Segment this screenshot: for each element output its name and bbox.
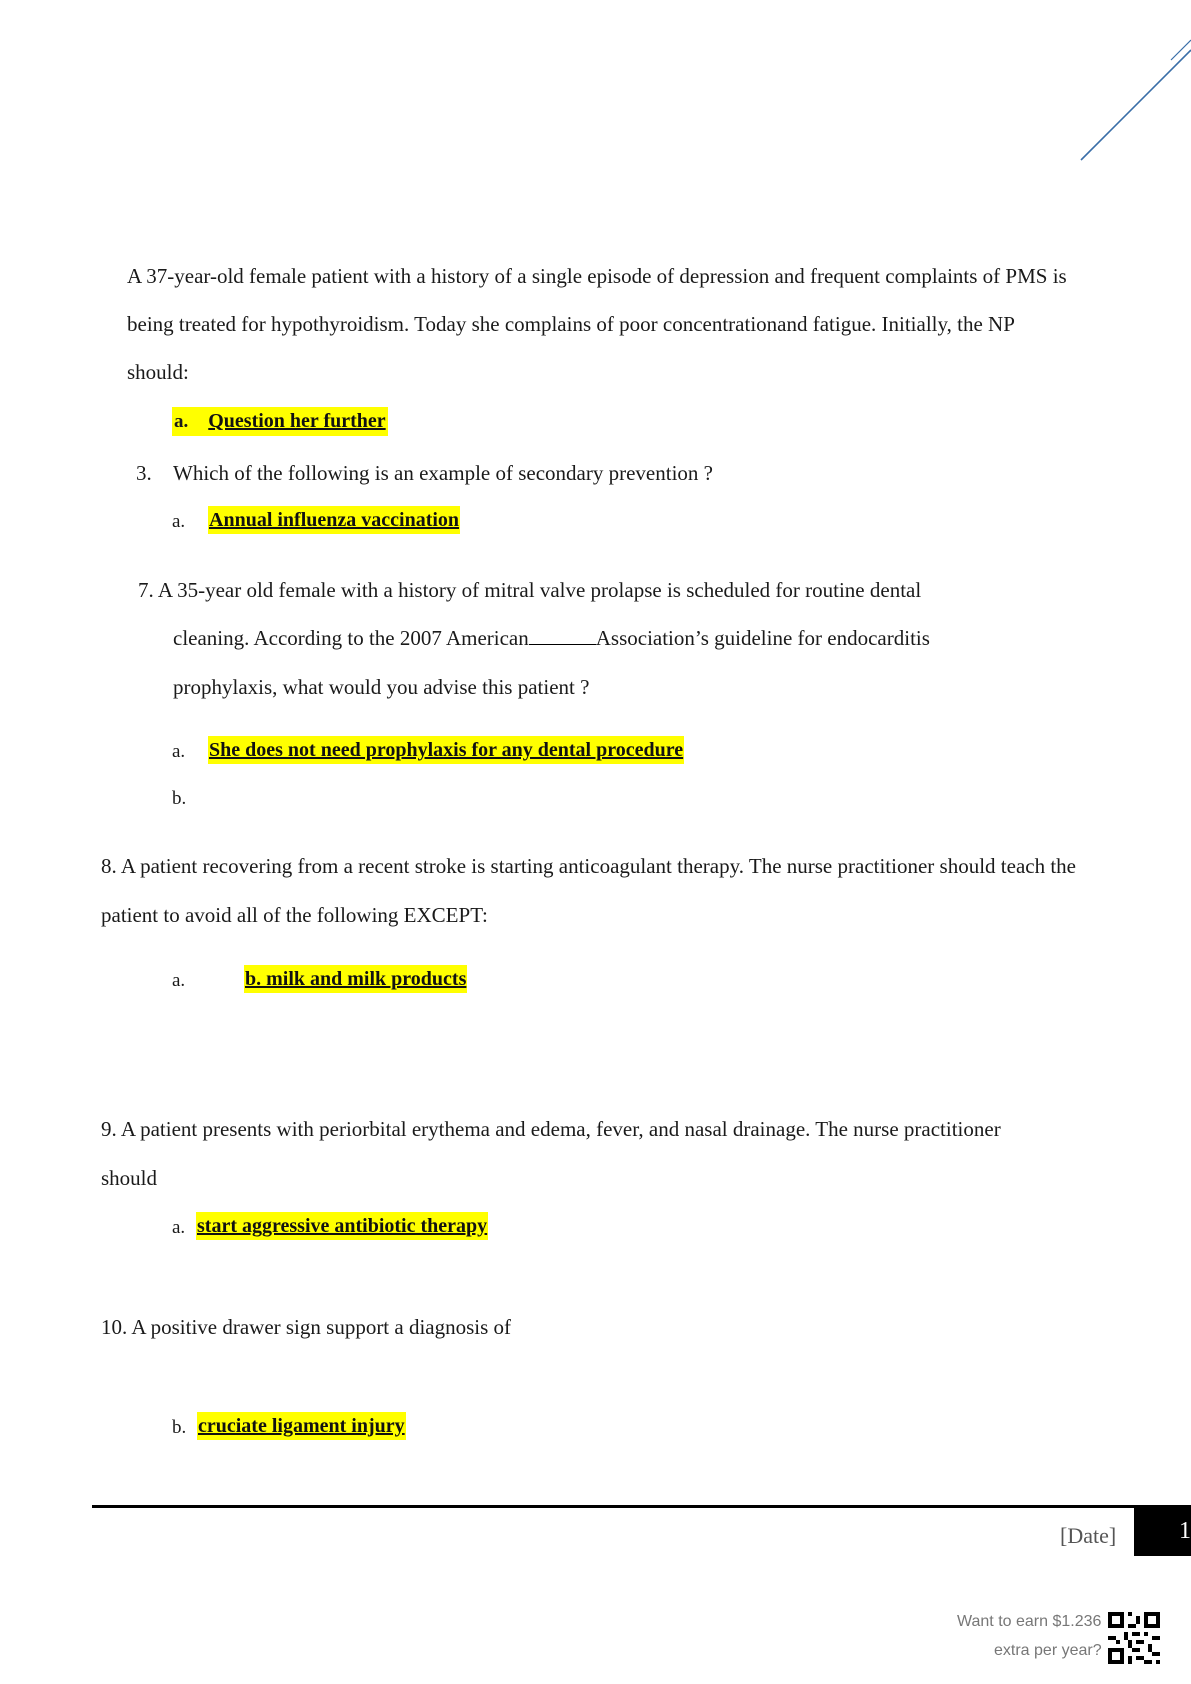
q3-text: Which of the following is an example of secondary prevention ? xyxy=(173,461,713,485)
q8-line2: patient to avoid all of the following EXCEPT: xyxy=(101,903,488,927)
q3-number: 3. xyxy=(136,461,152,485)
q8-line1: 8. A patient recovering from a recent stroke is starting anticoagulant therapy. The nurse practitioner should teach the xyxy=(101,854,1077,878)
q10-answer: cruciate ligament injury xyxy=(197,1412,406,1440)
q7-next-marker: b. xyxy=(172,788,187,809)
footer-date: [Date] xyxy=(1060,1523,1117,1548)
page-number xyxy=(1134,1507,1191,1556)
q7-line1: 7. A 35-year old female with a history of mitral valve prolapse is scheduled for routine dental xyxy=(138,578,922,602)
intro-answer xyxy=(172,407,388,436)
promo-line2[interactable]: extra per year? xyxy=(994,1642,1102,1659)
q10-answer-marker: b. xyxy=(172,1417,187,1438)
q3-answer-marker: a. xyxy=(172,511,186,532)
page-number-text: 1 xyxy=(1179,1518,1191,1544)
footer-rule xyxy=(92,1505,1191,1508)
promo-line1[interactable]: Want to earn $1.236 xyxy=(957,1613,1102,1630)
q9-line2: should xyxy=(101,1166,158,1190)
q7-answer: She does not need prophylaxis for any dental procedure xyxy=(208,736,684,764)
q7-answer-marker: a. xyxy=(172,741,186,762)
question-intro-line3: should: xyxy=(127,360,189,384)
q7-line2-post: Association’s guideline for endocarditis xyxy=(595,626,930,650)
q10-line1: 10. A positive drawer sign support a diagnosis of xyxy=(101,1315,512,1339)
q7-line2-pre: cleaning. According to the 2007 American xyxy=(173,626,529,650)
q7-line2 xyxy=(173,624,930,652)
q8-answer: b. milk and milk products xyxy=(244,965,467,993)
corner-decoration xyxy=(1071,0,1191,170)
intro-answer-text: Question her further xyxy=(208,410,386,432)
q9-answer-marker: a. xyxy=(172,1217,186,1238)
qr-code-icon[interactable] xyxy=(1108,1612,1160,1664)
question-intro-line1: A 37-year-old female patient with a history of a single episode of depression and frequent complaints of PMS is xyxy=(127,264,1067,288)
intro-answer-marker: a. xyxy=(174,411,189,432)
question-intro-line2: being treated for hypothyroidism. Today she complains of poor concentrationand fatigue. Initially, the NP xyxy=(127,312,1015,336)
q7-line3: prophylaxis, what would you advise this patient ? xyxy=(173,675,590,699)
q9-answer: start aggressive antibiotic therapy xyxy=(196,1212,488,1240)
q3-answer: Annual influenza vaccination xyxy=(208,506,460,534)
q8-answer-marker: a. xyxy=(172,970,186,991)
q9-line1: 9. A patient presents with periorbital erythema and edema, fever, and nasal drainage. The nurse practitioner xyxy=(101,1117,1001,1141)
q7-blank xyxy=(529,626,596,645)
